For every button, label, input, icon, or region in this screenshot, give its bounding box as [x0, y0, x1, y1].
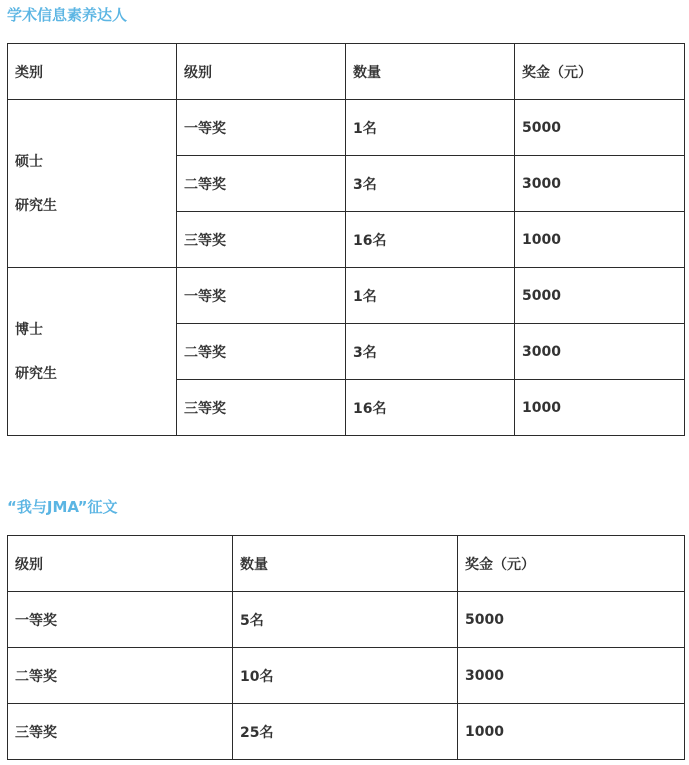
table-header-row — [8, 536, 685, 592]
category-label: 博士 — [15, 321, 43, 338]
level-cell: 三等奖 — [177, 212, 346, 268]
prize-cell: 5000 — [515, 100, 685, 156]
category-cell-masters — [8, 100, 177, 268]
header-level: 级别 — [177, 44, 346, 100]
header-level: 级别 — [8, 536, 233, 592]
header-prize: 奖金（元） — [458, 536, 685, 592]
count-cell: 1名 — [346, 100, 515, 156]
prize-cell: 5000 — [515, 268, 685, 324]
section-title-academic-literacy: 学术信息素养达人 — [7, 6, 128, 24]
prize-cell: 1000 — [515, 380, 685, 436]
count-cell: 1名 — [346, 268, 515, 324]
prize-cell: 1000 — [458, 704, 685, 760]
table-row — [8, 268, 685, 324]
count-cell: 25名 — [233, 704, 458, 760]
level-cell: 二等奖 — [8, 648, 233, 704]
table-row — [8, 592, 685, 648]
count-cell: 10名 — [233, 648, 458, 704]
prize-cell: 3000 — [458, 648, 685, 704]
level-cell: 一等奖 — [177, 100, 346, 156]
level-cell: 二等奖 — [177, 156, 346, 212]
level-cell: 一等奖 — [177, 268, 346, 324]
level-cell: 三等奖 — [177, 380, 346, 436]
category-label: 研究生 — [15, 365, 57, 382]
prize-cell: 3000 — [515, 156, 685, 212]
count-cell: 16名 — [346, 212, 515, 268]
level-cell: 一等奖 — [8, 592, 233, 648]
header-prize: 奖金（元） — [515, 44, 685, 100]
essay-contest-award-table — [7, 535, 685, 760]
count-cell: 5名 — [233, 592, 458, 648]
category-label: 硕士 — [15, 153, 43, 170]
prize-cell: 1000 — [515, 212, 685, 268]
section-title-essay-contest: “我与JMA”征文 — [7, 498, 118, 516]
prize-cell: 3000 — [515, 324, 685, 380]
count-cell: 16名 — [346, 380, 515, 436]
table-row — [8, 648, 685, 704]
category-cell-doctoral — [8, 268, 177, 436]
category-label: 研究生 — [15, 197, 57, 214]
level-cell: 三等奖 — [8, 704, 233, 760]
header-count: 数量 — [233, 536, 458, 592]
count-cell: 3名 — [346, 156, 515, 212]
count-cell: 3名 — [346, 324, 515, 380]
prize-cell: 5000 — [458, 592, 685, 648]
level-cell: 二等奖 — [177, 324, 346, 380]
table-row — [8, 100, 685, 156]
header-category: 类别 — [8, 44, 177, 100]
table-header-row — [8, 44, 685, 100]
header-count: 数量 — [346, 44, 515, 100]
academic-literacy-award-table — [7, 43, 685, 436]
table-row — [8, 704, 685, 760]
